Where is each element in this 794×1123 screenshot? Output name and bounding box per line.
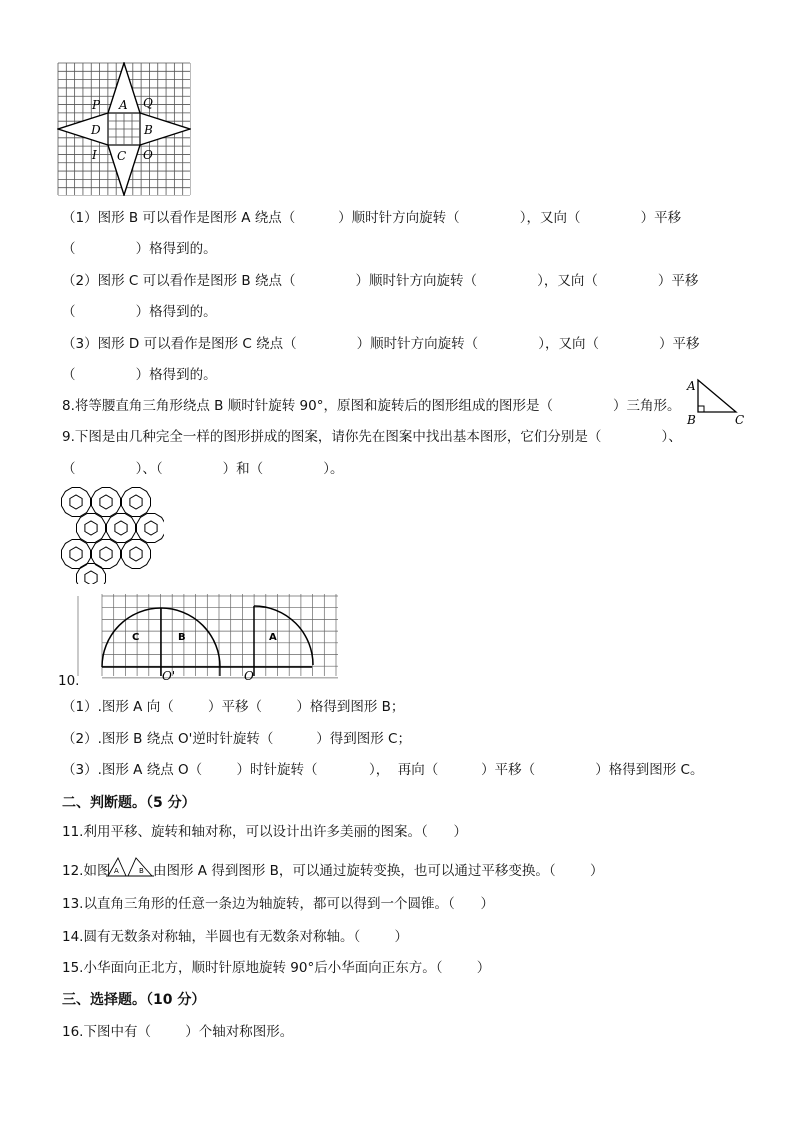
q13-text: 13.以直角三角形的任意一条边为轴旋转，都可以得到一个圆锥。（ ） (62, 896, 494, 912)
label-a: A (119, 98, 128, 112)
label-d: D (91, 123, 101, 137)
q7-line-6: （ ）格得到的。 (62, 367, 217, 383)
label-c: C (117, 149, 127, 163)
q9-line-2: （ ）、（ ）和（ ）。 (62, 461, 344, 477)
q10-line-3: （3）.图形 A 绕点 O（ ）时针旋转（ ）， 再向（ ）平移（ ）格得到图形 C。 (62, 762, 704, 778)
q15-text: 15.小华面向正北方，顺时针原地旋转 90°后小华面向正东方。（ ） (62, 960, 491, 976)
q10-line-1: （1）.图形 A 向（ ）平移（ ）格得到图形 B； (62, 699, 405, 715)
q7-line-5: （3）图形 D 可以看作是图形 C 绕点（ ）顺时针方向旋转（ ），又向（ ）平移 (62, 336, 700, 352)
label-b: B (144, 123, 153, 137)
q12-label-a: A (114, 867, 119, 875)
tri-label-c: C (735, 413, 745, 427)
grid-label-b: B (178, 632, 186, 643)
grid-label-o-prime: O' (162, 669, 176, 683)
section-3-title: 三、选择题。（10 分） (62, 992, 206, 1008)
label-q: Q (143, 96, 153, 110)
right-triangle-figure (684, 376, 748, 428)
star-grid-figure (57, 62, 191, 196)
q11-text: 11.利用平移、旋转和轴对称，可以设计出许多美丽的图案。（ ） (62, 824, 467, 840)
q16-text: 16.下图中有（ ）个轴对称图形。 (62, 1024, 294, 1040)
q10-number: 10. (58, 673, 80, 689)
q7-line-4: （ ）格得到的。 (62, 304, 217, 320)
q12-label-b: B (139, 867, 144, 875)
semicircle-grid-figure (76, 592, 338, 684)
q9-line-1: 9.下图是由几种完全一样的图形拼成的图案，请你先在图案中找出基本图形，它们分别是（ ）、 (62, 429, 682, 445)
section-2-title: 二、判断题。（5 分） (62, 795, 196, 811)
q10-line-2: （2）.图形 B 绕点 O'逆时针旋转（ ）得到图形 C； (62, 731, 411, 747)
tri-label-b: B (687, 413, 696, 427)
grid-label-c: C (132, 632, 140, 643)
q7-line-3: （2）图形 C 可以看作是图形 B 绕点（ ）顺时针方向旋转（ ），又向（ ）平移 (62, 273, 699, 289)
q14-text: 14.圆有无数条对称轴，半圆也有无数条对称轴。（ ） (62, 929, 409, 945)
tessellation-figure (54, 484, 164, 584)
q12-text-start: 12.如图 (62, 863, 111, 879)
tri-label-a: A (687, 379, 696, 393)
q12-shapes-figure (106, 856, 154, 880)
q7-line-2: （ ）格得到的。 (62, 241, 217, 257)
q12-text-end: 由图形 A 得到图形 B，可以通过旋转变换，也可以通过平移变换。（ ） (153, 863, 604, 879)
q8-text: 8.将等腰直角三角形绕点 B 顺时针旋转 90°，原图和旋转后的图形组成的图形是（ ）三角形。 (62, 398, 681, 414)
q7-line-1: （1）图形 B 可以看作是图形 A 绕点（ ）顺时针方向旋转（ ），又向（ ）平移 (62, 210, 682, 226)
grid-label-o: O (244, 669, 254, 683)
label-p: P (92, 98, 101, 112)
label-i: I (92, 148, 97, 162)
label-o: O (143, 148, 153, 162)
grid-label-a: A (269, 632, 277, 643)
